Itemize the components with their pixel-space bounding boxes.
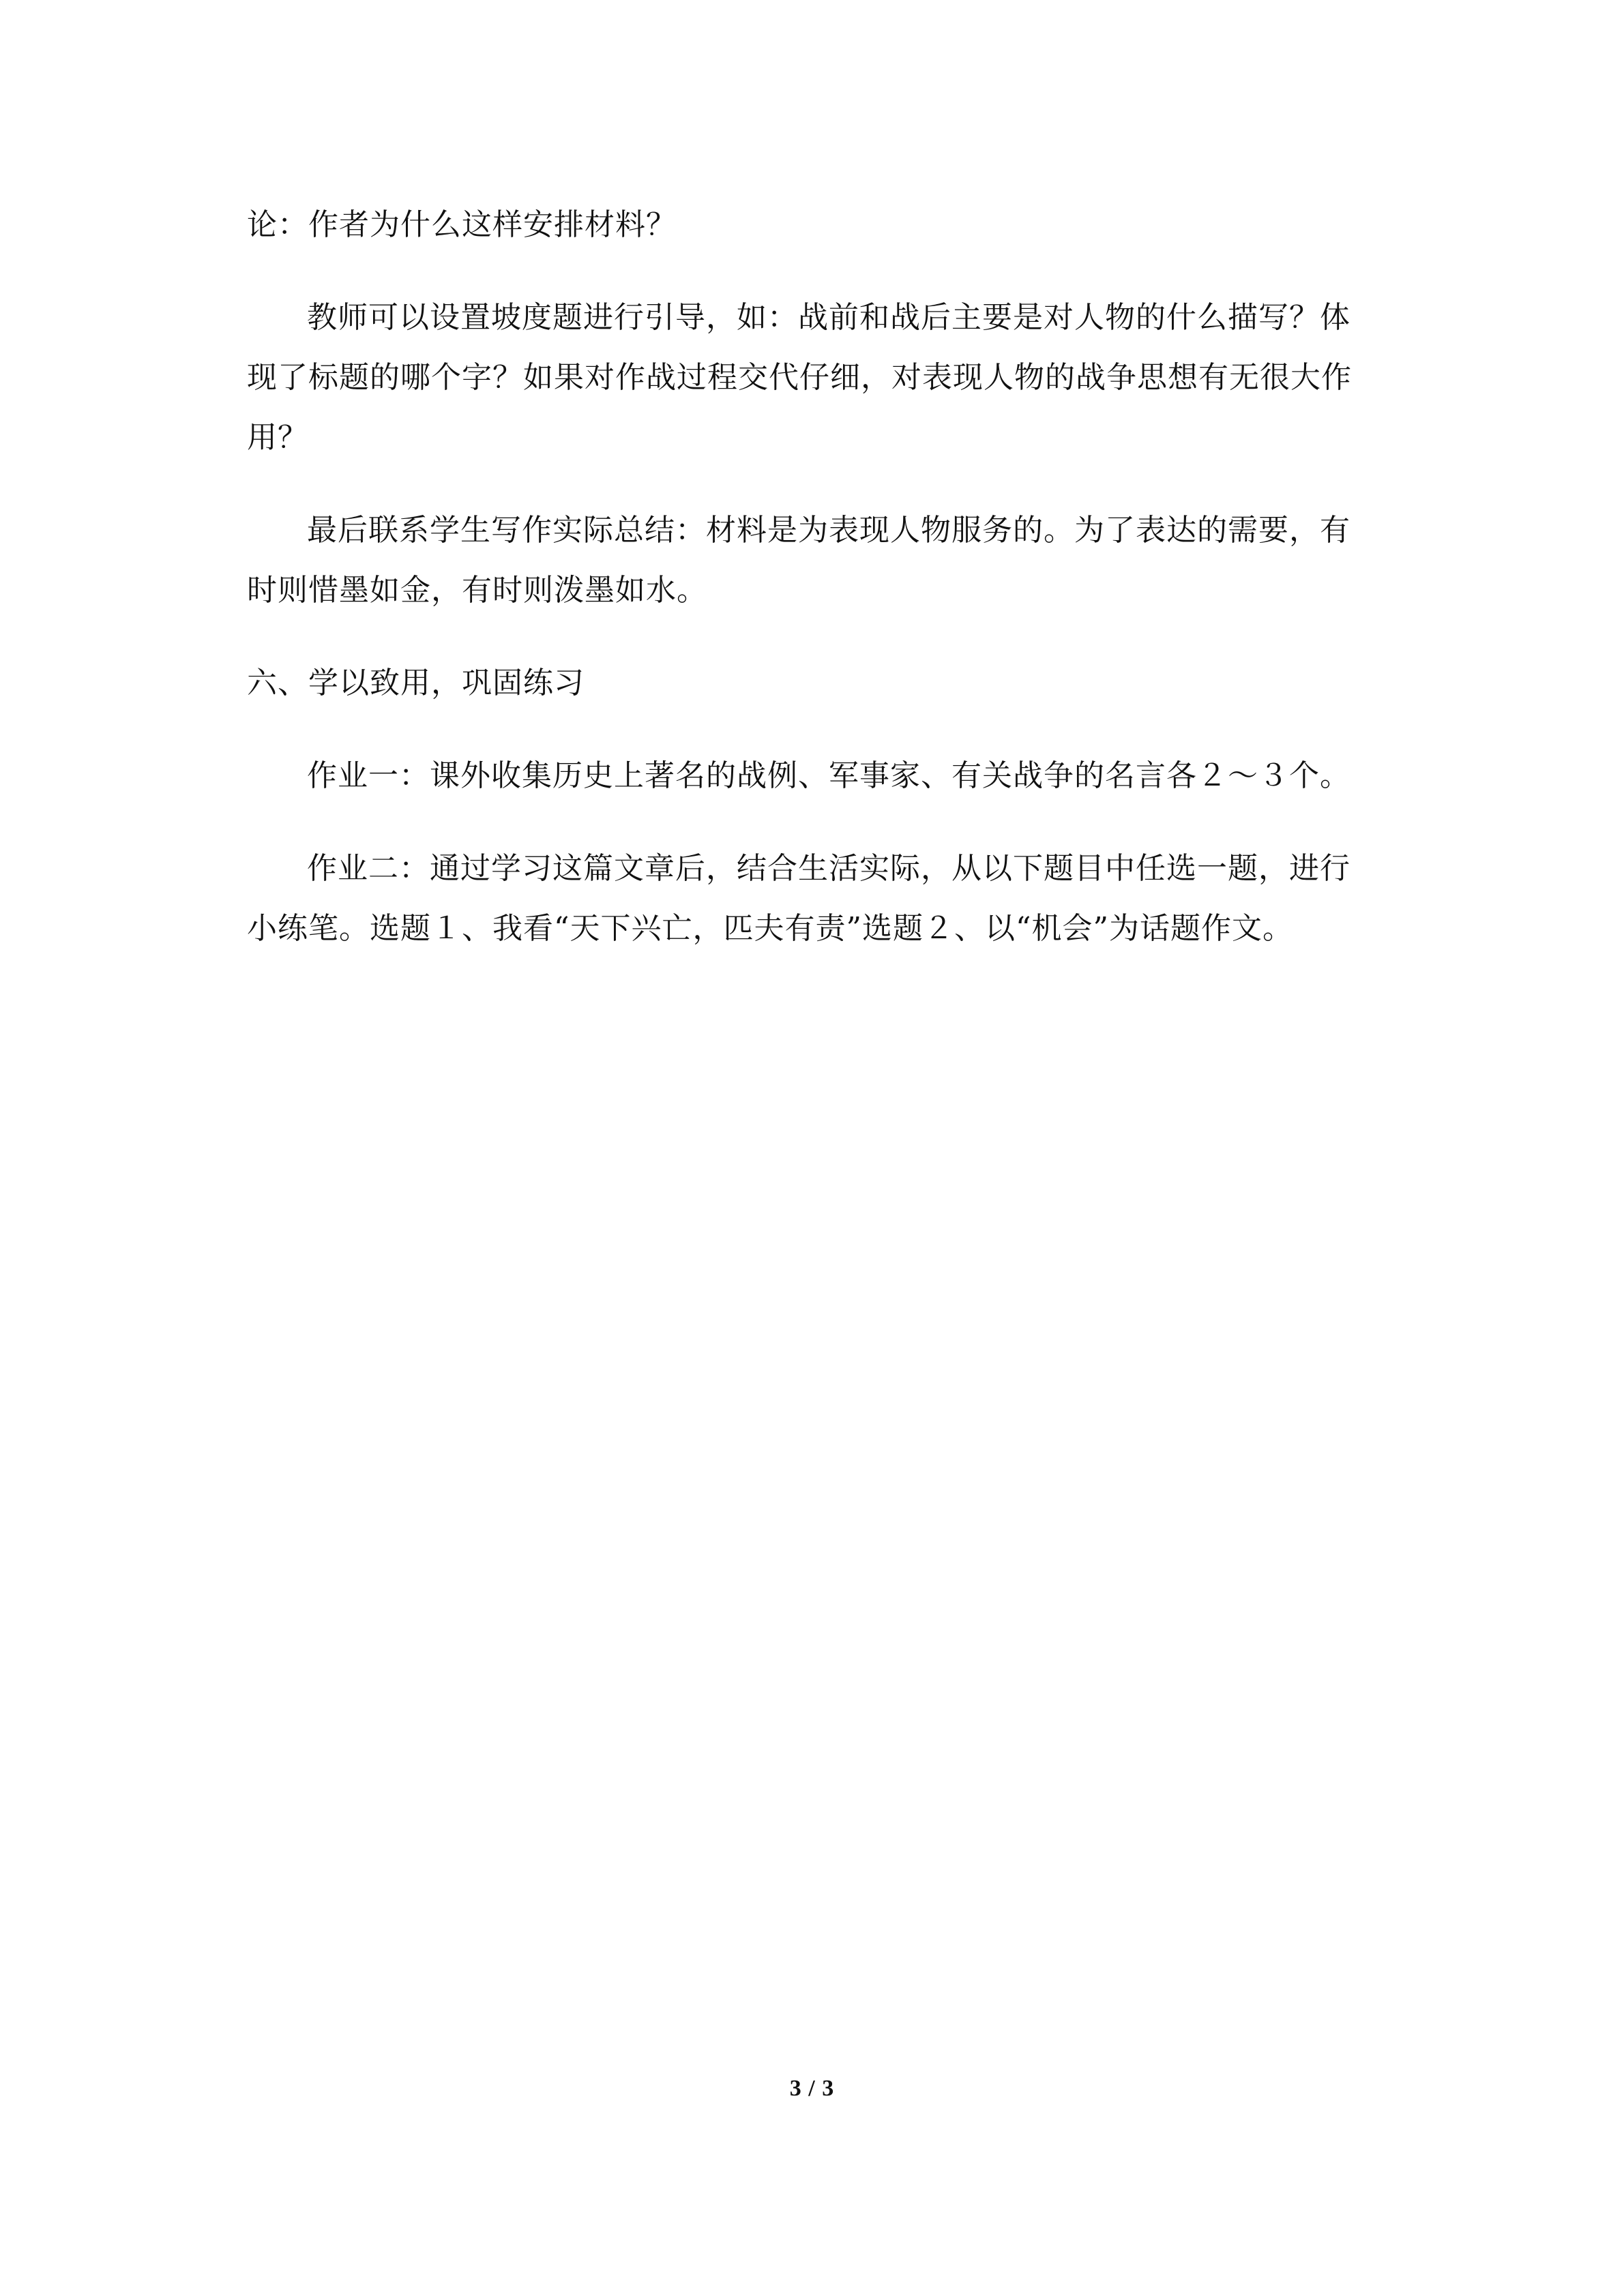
document-body	[247, 195, 1379, 992]
paragraph-summary: 最后联系学生写作实际总结：材料是为表现人物服务的。为了表达的需要，有时则惜墨如金，有时则泼墨如水。	[247, 513, 1350, 608]
section-heading-practice: 六、学以致用，巩固练习	[247, 666, 585, 700]
page-number: 3 / 3	[789, 2076, 835, 2101]
paragraph-homework-two: 作业二：通过学习这篇文章后，结合生活实际，从以下题目中任选一题，进行小练笔。选题１、我看“天下兴亡，匹夫有责”选题２、以“机会”为话题作文。	[247, 851, 1350, 946]
paragraph-discussion-question: 论：作者为什么这样安排材料？	[247, 207, 677, 242]
paragraph-teacher-guidance: 教师可以设置坡度题进行引导，如：战前和战后主要是对人物的什么描写？体现了标题的哪个字？如果对作战过程交代仔细，对表现人物的战争思想有无很大作用？	[247, 300, 1352, 455]
paragraph-homework-one: 作业一：课外收集历史上著名的战例、军事家、有关战争的名言各２～３个。	[307, 758, 1350, 793]
